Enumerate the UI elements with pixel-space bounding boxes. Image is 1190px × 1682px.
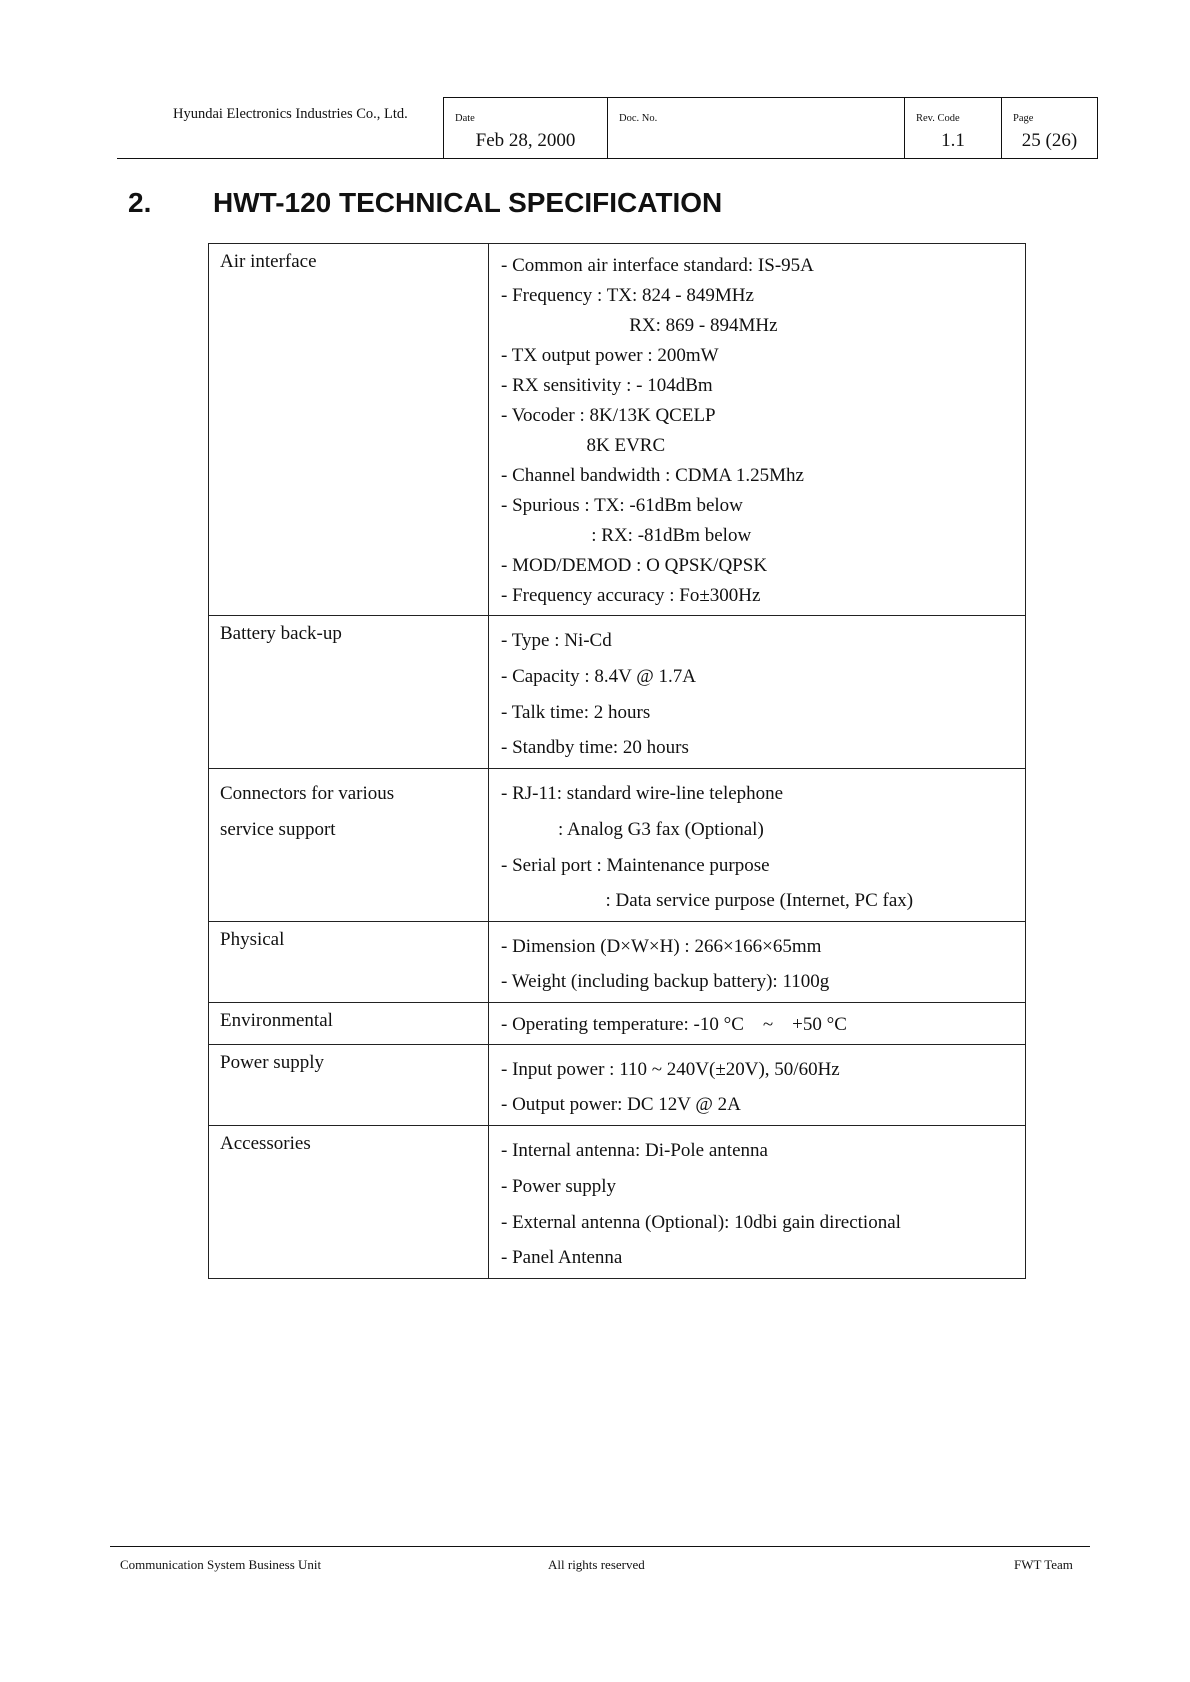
footer-rights: All rights reserved [548, 1557, 645, 1572]
spec-line: - Capacity : 8.4V @ 1.7A [501, 666, 696, 687]
spec-line: - TX output power : 200mW [501, 345, 719, 366]
spec-category-line: service support [220, 819, 336, 840]
section-title: HWT-120 TECHNICAL SPECIFICATION [213, 187, 723, 218]
date-cell [444, 98, 608, 158]
spec-details [489, 616, 1026, 769]
date-label: Date [455, 113, 475, 124]
spec-details [489, 1003, 1026, 1045]
page-value: 25 (26) [1021, 130, 1078, 151]
spec-line: - Dimension (D×W×H) : 266×166×65mm [501, 936, 822, 957]
spec-details [489, 922, 1026, 1003]
spec-line: - RJ-11: standard wire-line telephone [501, 783, 784, 804]
spec-row-power-supply [209, 1045, 1026, 1126]
footer-team: FWT Team [1014, 1557, 1073, 1572]
spec-category: Battery back-up [209, 616, 489, 769]
spec-line: - Spurious : TX: -61dBm below [501, 495, 743, 516]
spec-line: - RX sensitivity : - 104dBm [501, 375, 713, 396]
spec-category: Environmental [209, 1003, 489, 1045]
header-divider [117, 158, 1098, 159]
spec-line: : Analog G3 fax (Optional) [501, 819, 764, 840]
doc-no-label: Doc. No. [619, 113, 658, 124]
spec-line: - Frequency accuracy : Fo±300Hz [501, 585, 761, 606]
spec-category: Physical [209, 922, 489, 1003]
spec-line: - Type : Ni-Cd [501, 630, 612, 651]
spec-table [208, 243, 1026, 1279]
spec-category: Air interface [209, 244, 489, 616]
spec-line: - Panel Antenna [501, 1247, 623, 1268]
spec-line: - Standby time: 20 hours [501, 737, 689, 758]
doc-no-cell [608, 98, 905, 158]
footer-unit: Communication System Business Unit [120, 1557, 322, 1572]
spec-row-air-interface [209, 244, 1026, 616]
rev-code-value: 1.1 [941, 130, 965, 151]
page-label: Page [1013, 113, 1034, 124]
footer-divider [110, 1546, 1090, 1547]
document-info-box [443, 97, 1098, 159]
spec-line: - Talk time: 2 hours [501, 702, 651, 723]
page-cell [1002, 98, 1097, 158]
spec-line: - Frequency : TX: 824 - 849MHz [501, 285, 754, 306]
spec-line: - Operating temperature: -10 °C ~ +50 °C [501, 1014, 847, 1035]
spec-line: 8K EVRC [501, 435, 666, 456]
spec-line: - Channel bandwidth : CDMA 1.25Mhz [501, 465, 804, 486]
spec-line: - Serial port : Maintenance purpose [501, 855, 770, 876]
spec-row-battery [209, 616, 1026, 769]
spec-line: - Weight (including backup battery): 1100g [501, 971, 830, 992]
spec-category-line: Connectors for various [220, 783, 395, 804]
spec-details [489, 769, 1026, 922]
spec-row-accessories [209, 1126, 1026, 1279]
spec-row-connectors [209, 769, 1026, 922]
spec-line: - Common air interface standard: IS-95A [501, 255, 814, 276]
section-number: 2. [128, 187, 152, 218]
company-name: Hyundai Electronics Industries Co., Ltd. [173, 106, 408, 122]
spec-row-environmental [209, 1003, 1026, 1045]
spec-line: - Internal antenna: Di-Pole antenna [501, 1140, 768, 1161]
spec-line: - External antenna (Optional): 10dbi gain directional [501, 1212, 901, 1233]
spec-category: Power supply [209, 1045, 489, 1126]
spec-line: : RX: -81dBm below [501, 525, 752, 546]
spec-details [489, 244, 1026, 616]
spec-row-physical [209, 922, 1026, 1003]
date-value: Feb 28, 2000 [475, 130, 576, 151]
spec-category [209, 769, 489, 922]
spec-details [489, 1045, 1026, 1126]
rev-code-cell [905, 98, 1002, 158]
spec-line: - Vocoder : 8K/13K QCELP [501, 405, 716, 426]
spec-line: - Output power: DC 12V @ 2A [501, 1094, 741, 1115]
spec-line: - MOD/DEMOD : O QPSK/QPSK [501, 555, 768, 576]
spec-details [489, 1126, 1026, 1279]
spec-line: - Input power : 110 ~ 240V(±20V), 50/60Hz [501, 1059, 840, 1080]
spec-line: : Data service purpose (Internet, PC fax) [501, 890, 914, 911]
spec-line: RX: 869 - 894MHz [501, 315, 778, 336]
rev-code-label: Rev. Code [916, 113, 960, 124]
spec-line: - Power supply [501, 1176, 617, 1197]
spec-category: Accessories [209, 1126, 489, 1279]
